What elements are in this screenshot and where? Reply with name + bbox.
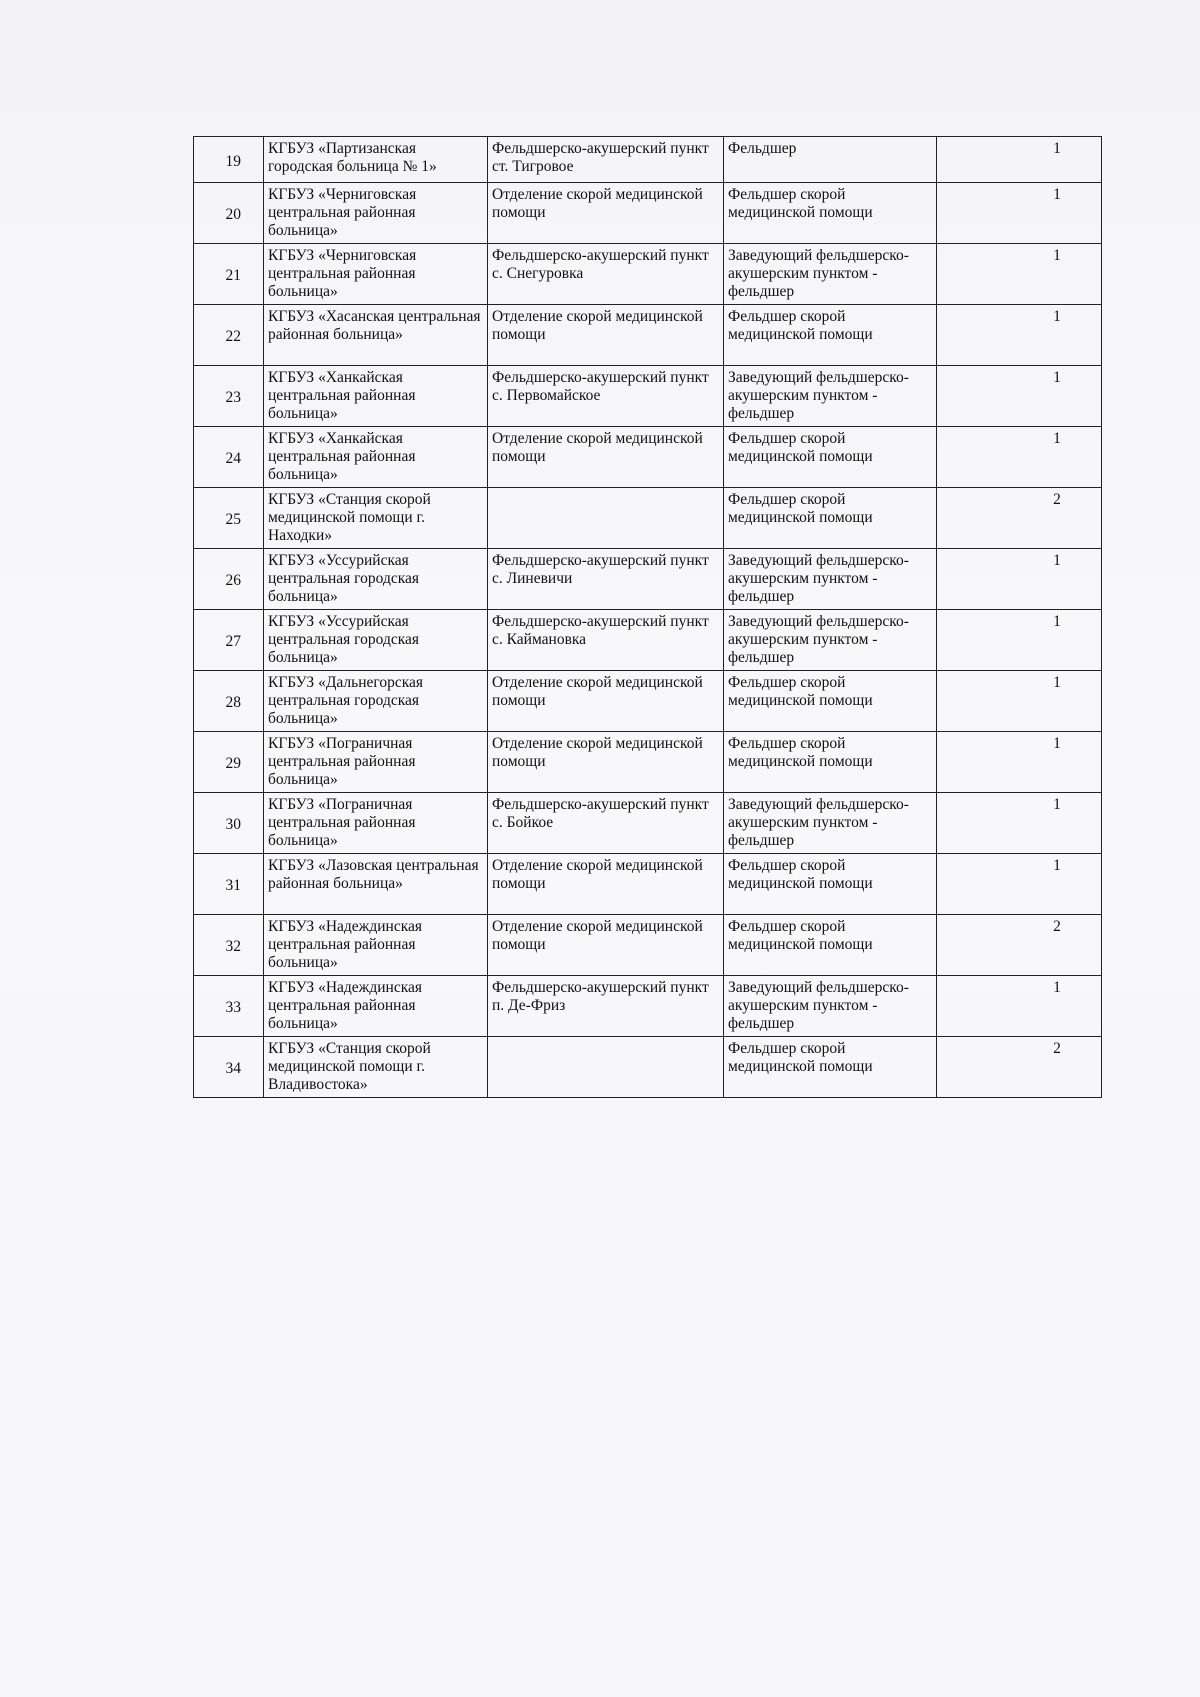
table-row bbox=[194, 793, 1102, 854]
table-row bbox=[194, 183, 1102, 244]
row-number-cell: 21 bbox=[194, 244, 264, 305]
quantity-cell: 1 bbox=[937, 137, 1102, 183]
organization-cell: КГБУЗ «Пограничная центральная районная больница» bbox=[264, 732, 488, 793]
department-cell: Фельдшерско-акушерский пункт с. Линевичи bbox=[488, 549, 724, 610]
organization-cell: КГБУЗ «Ханкайская центральная районная больница» bbox=[264, 427, 488, 488]
position-cell: Фельдшер скорой медицинской помощи bbox=[724, 183, 937, 244]
table-row bbox=[194, 854, 1102, 915]
organization-cell: КГБУЗ «Дальнегорская центральная городская больница» bbox=[264, 671, 488, 732]
department-cell bbox=[488, 1037, 724, 1098]
row-number-cell: 27 bbox=[194, 610, 264, 671]
department-cell: Отделение скорой медицинской помощи bbox=[488, 854, 724, 915]
position-cell: Фельдшер скорой медицинской помощи bbox=[724, 854, 937, 915]
quantity-cell: 1 bbox=[937, 793, 1102, 854]
table-row bbox=[194, 610, 1102, 671]
row-number-cell: 33 bbox=[194, 976, 264, 1037]
department-cell bbox=[488, 488, 724, 549]
row-number-cell: 28 bbox=[194, 671, 264, 732]
vacancy-table bbox=[193, 136, 1102, 1098]
row-number-cell: 20 bbox=[194, 183, 264, 244]
table-row bbox=[194, 366, 1102, 427]
position-cell: Фельдшер скорой медицинской помощи bbox=[724, 915, 937, 976]
organization-cell: КГБУЗ «Уссурийская центральная городская больница» bbox=[264, 549, 488, 610]
quantity-cell: 2 bbox=[937, 915, 1102, 976]
table-row bbox=[194, 244, 1102, 305]
organization-cell: КГБУЗ «Пограничная центральная районная больница» bbox=[264, 793, 488, 854]
quantity-cell: 1 bbox=[937, 305, 1102, 366]
row-number-cell: 22 bbox=[194, 305, 264, 366]
position-cell: Фельдшер скорой медицинской помощи bbox=[724, 427, 937, 488]
table-row bbox=[194, 915, 1102, 976]
organization-cell: КГБУЗ «Уссурийская центральная городская больница» bbox=[264, 610, 488, 671]
position-cell: Фельдшер скорой медицинской помощи bbox=[724, 671, 937, 732]
quantity-cell: 1 bbox=[937, 366, 1102, 427]
position-cell: Фельдшер скорой медицинской помощи bbox=[724, 305, 937, 366]
quantity-cell: 1 bbox=[937, 976, 1102, 1037]
row-number-cell: 34 bbox=[194, 1037, 264, 1098]
row-number-cell: 31 bbox=[194, 854, 264, 915]
department-cell: Фельдшерско-акушерский пункт п. Де-Фриз bbox=[488, 976, 724, 1037]
department-cell: Фельдшерско-акушерский пункт ст. Тигровое bbox=[488, 137, 724, 183]
organization-cell: КГБУЗ «Хасанская центральная районная больница» bbox=[264, 305, 488, 366]
row-number-cell: 19 bbox=[194, 137, 264, 183]
vacancy-table-body bbox=[194, 137, 1102, 1098]
quantity-cell: 1 bbox=[937, 854, 1102, 915]
quantity-cell: 1 bbox=[937, 244, 1102, 305]
department-cell: Фельдшерско-акушерский пункт с. Бойкое bbox=[488, 793, 724, 854]
organization-cell: КГБУЗ «Надеждинская центральная районная больница» bbox=[264, 915, 488, 976]
department-cell: Отделение скорой медицинской помощи bbox=[488, 427, 724, 488]
quantity-cell: 1 bbox=[937, 549, 1102, 610]
table-row bbox=[194, 137, 1102, 183]
table-row bbox=[194, 305, 1102, 366]
quantity-cell: 2 bbox=[937, 488, 1102, 549]
position-cell: Фельдшер скорой медицинской помощи bbox=[724, 1037, 937, 1098]
position-cell: Заведующий фельдшерско-акушерским пунктом - фельдшер bbox=[724, 793, 937, 854]
organization-cell: КГБУЗ «Станция скорой медицинской помощи г. Находки» bbox=[264, 488, 488, 549]
organization-cell: КГБУЗ «Лазовская центральная районная больница» bbox=[264, 854, 488, 915]
row-number-cell: 25 bbox=[194, 488, 264, 549]
table-row bbox=[194, 976, 1102, 1037]
position-cell: Фельдшер скорой медицинской помощи bbox=[724, 732, 937, 793]
table-row bbox=[194, 732, 1102, 793]
row-number-cell: 30 bbox=[194, 793, 264, 854]
department-cell: Фельдшерско-акушерский пункт с. Каймановка bbox=[488, 610, 724, 671]
quantity-cell: 1 bbox=[937, 610, 1102, 671]
table-row bbox=[194, 427, 1102, 488]
position-cell: Заведующий фельдшерско-акушерским пунктом - фельдшер bbox=[724, 610, 937, 671]
department-cell: Отделение скорой медицинской помощи bbox=[488, 183, 724, 244]
table-row bbox=[194, 488, 1102, 549]
row-number-cell: 29 bbox=[194, 732, 264, 793]
table-row bbox=[194, 1037, 1102, 1098]
row-number-cell: 26 bbox=[194, 549, 264, 610]
department-cell: Отделение скорой медицинской помощи bbox=[488, 732, 724, 793]
position-cell: Фельдшер bbox=[724, 137, 937, 183]
organization-cell: КГБУЗ «Черниговская центральная районная больница» bbox=[264, 183, 488, 244]
department-cell: Отделение скорой медицинской помощи bbox=[488, 305, 724, 366]
organization-cell: КГБУЗ «Партизанская городская больница № 1» bbox=[264, 137, 488, 183]
position-cell: Заведующий фельдшерско-акушерским пунктом - фельдшер bbox=[724, 244, 937, 305]
row-number-cell: 24 bbox=[194, 427, 264, 488]
position-cell: Заведующий фельдшерско-акушерским пунктом - фельдшер bbox=[724, 976, 937, 1037]
department-cell: Фельдшерско-акушерский пункт с. Первомайское bbox=[488, 366, 724, 427]
position-cell: Заведующий фельдшерско-акушерским пунктом - фельдшер bbox=[724, 549, 937, 610]
position-cell: Фельдшер скорой медицинской помощи bbox=[724, 488, 937, 549]
quantity-cell: 1 bbox=[937, 427, 1102, 488]
organization-cell: КГБУЗ «Черниговская центральная районная больница» bbox=[264, 244, 488, 305]
position-cell: Заведующий фельдшерско-акушерским пунктом - фельдшер bbox=[724, 366, 937, 427]
quantity-cell: 1 bbox=[937, 183, 1102, 244]
quantity-cell: 2 bbox=[937, 1037, 1102, 1098]
table-row bbox=[194, 671, 1102, 732]
organization-cell: КГБУЗ «Надеждинская центральная районная больница» bbox=[264, 976, 488, 1037]
quantity-cell: 1 bbox=[937, 732, 1102, 793]
quantity-cell: 1 bbox=[937, 671, 1102, 732]
table-row bbox=[194, 549, 1102, 610]
department-cell: Отделение скорой медицинской помощи bbox=[488, 671, 724, 732]
department-cell: Отделение скорой медицинской помощи bbox=[488, 915, 724, 976]
organization-cell: КГБУЗ «Ханкайская центральная районная больница» bbox=[264, 366, 488, 427]
department-cell: Фельдшерско-акушерский пункт с. Снегуровка bbox=[488, 244, 724, 305]
row-number-cell: 23 bbox=[194, 366, 264, 427]
organization-cell: КГБУЗ «Станция скорой медицинской помощи г. Владивостока» bbox=[264, 1037, 488, 1098]
row-number-cell: 32 bbox=[194, 915, 264, 976]
